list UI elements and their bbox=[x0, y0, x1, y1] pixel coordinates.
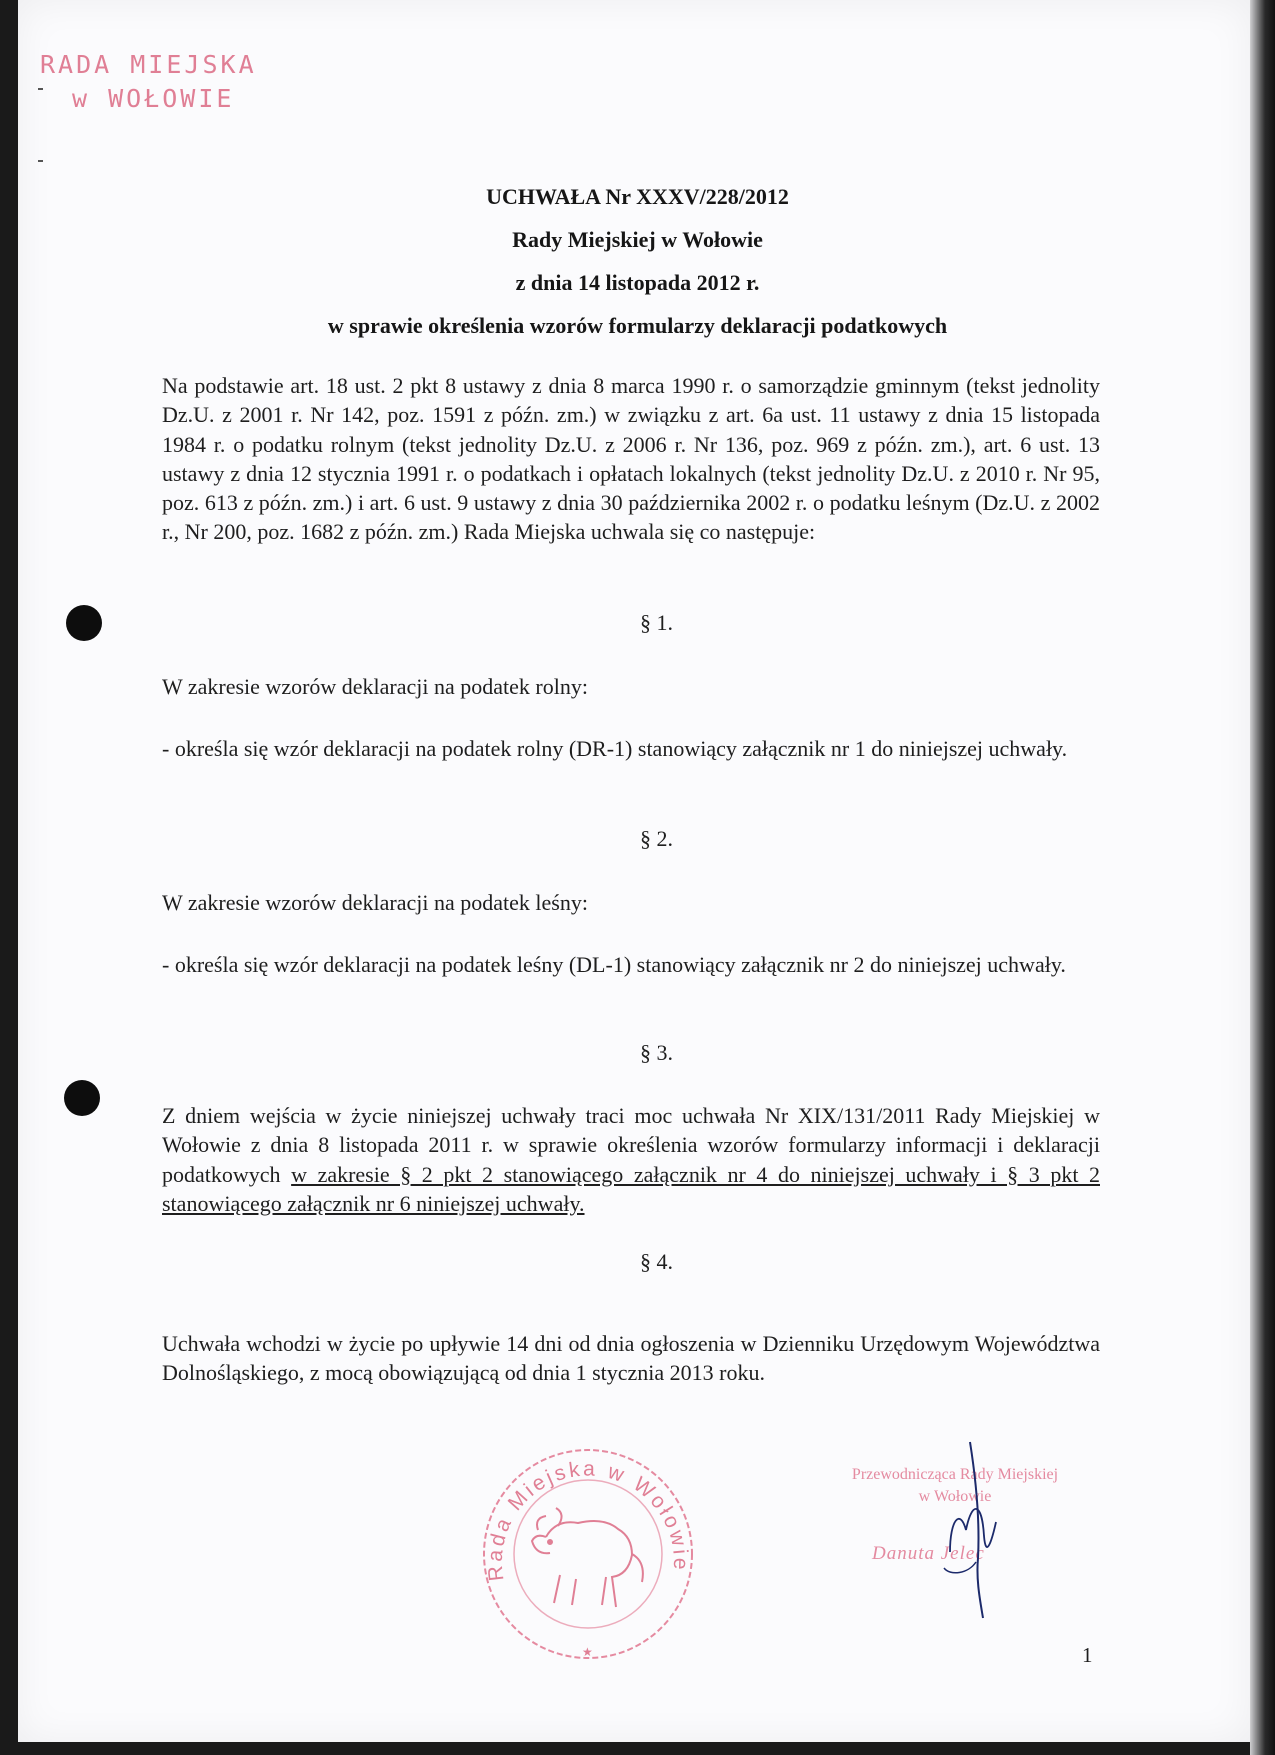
section-mark-1: § 1. bbox=[640, 610, 673, 635]
punch-hole bbox=[64, 1080, 100, 1116]
seal-text: Rada Miejska w Wołowie bbox=[483, 1457, 693, 1583]
scan-mark bbox=[38, 160, 43, 162]
section-3-text-underlined: w zakresie § 2 pkt 2 stanowiącego załącznik nr 4 do niniejszej uchwały i § 3 pkt 2 stanowiącego załącznik nr 6 niniejszej uchwały. bbox=[162, 1161, 1100, 1216]
bull-emblem-icon bbox=[532, 1508, 643, 1607]
stamp-line-1: RADA MIEJSKA bbox=[40, 50, 257, 79]
section-2-item: - określa się wzór deklaracji na podatek leśny (DL-1) stanowiący załącznik nr 2 do niniejszej uchwały. bbox=[162, 952, 1066, 977]
section-mark-4: § 4. bbox=[640, 1249, 673, 1274]
signature-title-line-2: w Wołowie bbox=[918, 1487, 992, 1505]
signature-title-line-1: Przewodnicząca Rady Miejskiej bbox=[851, 1466, 1059, 1483]
preamble: Na podstawie art. 18 ust. 2 pkt 8 ustawy z dnia 8 marca 1990 r. o samorządzie gminnym (tekst jednolity Dz.U. z 2001 r. Nr 142, poz. 1591 z późn. zm.) w związku z art. 6a ust. 11 ustawy z dnia 15 listopada 1984 r. o podatku rolnym (tekst jednolity Dz.U. z 2006 r. Nr 136, poz. 969 z późn. zm.), art. 6 ust. 13 ustawy z dnia 12 stycznia 1991 r. o podatkach i opłatach lokalnych (tekst jednolity Dz.U. z 2010 r. Nr 95, poz. 613 z późn. zm.) i art. 6 ust. 9 ustawy z dnia 30 października 2002 r. o podatku leśnym (Dz.U. z 2002 r., Nr 200, poz. 1682 z późn. zm.) Rada Miejska uchwala się co następuje: bbox=[162, 373, 1100, 545]
stamp-line-2: w WOŁOWIE bbox=[72, 83, 235, 113]
resolution-date: z dnia 14 listopada 2012 r. bbox=[515, 270, 760, 295]
section-1-intro: W zakresie wzorów deklaracji na podatek rolny: bbox=[162, 674, 588, 699]
section-mark-2: § 2. bbox=[640, 826, 673, 851]
section-3-text-plain: Z dniem wejścia w życie niniejszej uchwały traci moc uchwała Nr XIX/131/2011 Rady Miejskiej w Wołowie z dnia 8 listopada 2011 r. w sprawie określenia wzorów formularzy informacji i deklaracji podatkowych bbox=[162, 1103, 1100, 1187]
section-4-text: Uchwała wchodzi w życie po upływie 14 dni od dnia ogłoszenia w Dzienniku Urzędowym Województwa Dolnośląskiego, z mocą obowiązującą od dnia 1 stycznia 2013 roku. bbox=[162, 1331, 1100, 1386]
resolution-subject: w sprawie określenia wzorów formularzy deklaracji podatkowych bbox=[327, 313, 948, 338]
scan-edge bbox=[1250, 0, 1275, 1755]
section-mark-3: § 3. bbox=[640, 1040, 673, 1065]
official-seal bbox=[478, 1442, 698, 1662]
page-number: 1 bbox=[1082, 1643, 1093, 1667]
signature-name: Danuta Jelec bbox=[872, 1543, 985, 1564]
resolution-body: Rady Miejskiej w Wołowie bbox=[512, 227, 763, 252]
council-stamp-top bbox=[40, 48, 257, 116]
scan-mark bbox=[38, 88, 43, 90]
seal-star-icon: ★ bbox=[582, 1645, 593, 1659]
handwritten-signature bbox=[800, 1440, 1100, 1620]
resolution-title: UCHWAŁA Nr XXXV/228/2012 bbox=[486, 184, 789, 209]
section-2-intro: W zakresie wzorów deklaracji na podatek leśny: bbox=[162, 890, 588, 915]
section-3-text bbox=[162, 1101, 1100, 1218]
section-1-item: - określa się wzór deklaracji na podatek rolny (DR-1) stanowiący załącznik nr 1 do niniejszej uchwały. bbox=[162, 736, 1068, 761]
